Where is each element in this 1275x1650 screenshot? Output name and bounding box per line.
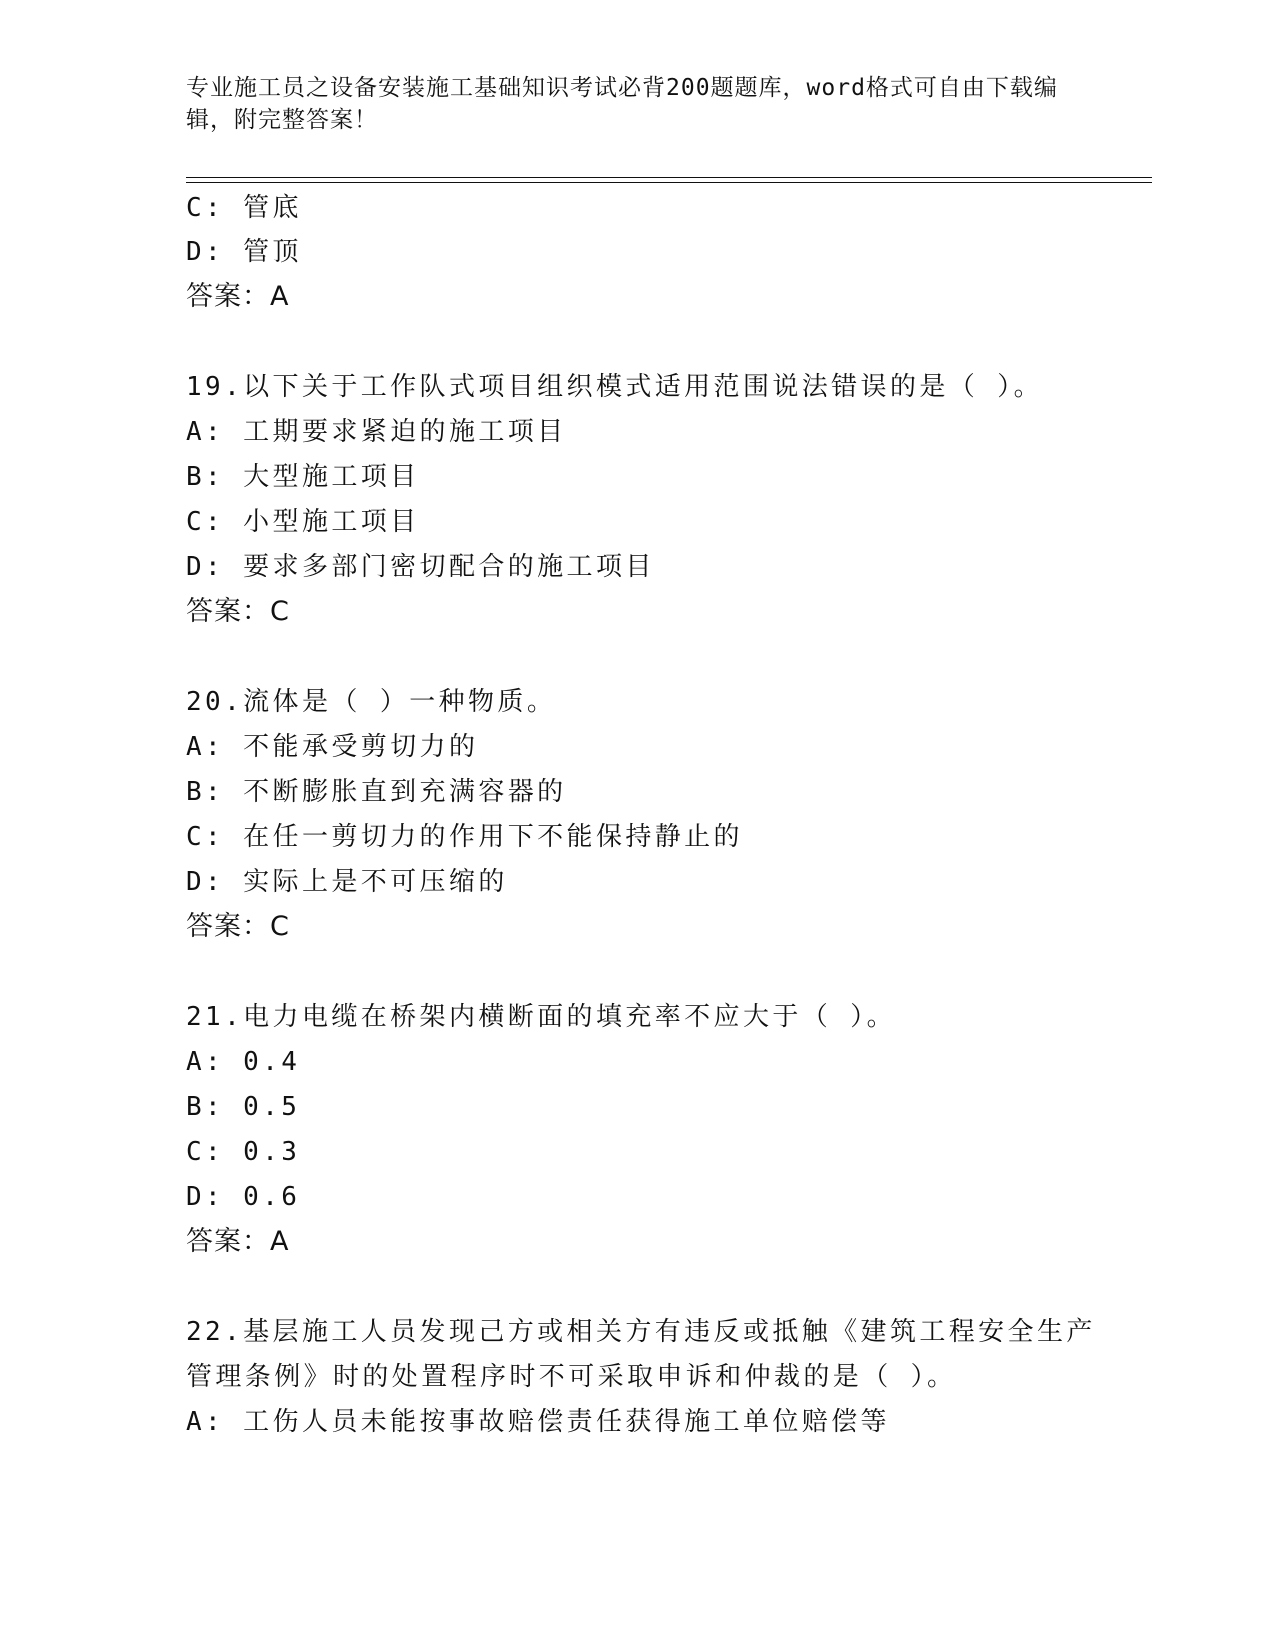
- question-21-option-b: B: 0.5: [186, 1092, 301, 1122]
- header-divider-top: [186, 177, 1152, 178]
- question-20-option-d: D: 实际上是不可压缩的: [186, 867, 508, 897]
- question-21-option-a: A: 0.4: [186, 1047, 301, 1077]
- header-divider-bottom: [186, 182, 1152, 183]
- option-c-prev: C: 管底: [186, 193, 302, 223]
- question-21: 21.电力电缆在桥架内横断面的填充率不应大于（ ）。: [186, 1002, 897, 1032]
- question-20: 20.流体是（ ）一种物质。: [186, 687, 557, 717]
- question-19-option-c: C: 小型施工项目: [186, 507, 420, 537]
- question-22-line-2: 管理条例》时的处置程序时不可采取申诉和仲裁的是（ ）。: [186, 1362, 957, 1392]
- question-19-answer: 答案：C: [186, 596, 290, 627]
- option-d-prev: D: 管顶: [186, 237, 302, 267]
- question-20-answer: 答案：C: [186, 911, 290, 942]
- answer-prev: 答案：A: [186, 281, 290, 312]
- document-title: 专业施工员之设备安装施工基础知识考试必背200题题库，word格式可自由下载编辑，附完整答案！: [186, 75, 1058, 133]
- question-21-option-c: C: 0.3: [186, 1137, 301, 1167]
- question-21-option-d: D: 0.6: [186, 1182, 301, 1212]
- question-22-line-1: 22.基层施工人员发现己方或相关方有违反或抵触《建筑工程安全生产: [186, 1317, 1096, 1347]
- question-19-option-d: D: 要求多部门密切配合的施工项目: [186, 552, 655, 582]
- question-20-option-b: B: 不断膨胀直到充满容器的: [186, 777, 567, 807]
- question-19: 19.以下关于工作队式项目组织模式适用范围说法错误的是（ ）。: [186, 372, 1044, 402]
- question-20-option-c: C: 在任一剪切力的作用下不能保持静止的: [186, 822, 743, 852]
- question-22-option-a: A: 工伤人员未能按事故赔偿责任获得施工单位赔偿等: [186, 1407, 890, 1437]
- question-19-option-a: A: 工期要求紧迫的施工项目: [186, 417, 567, 447]
- question-19-option-b: B: 大型施工项目: [186, 462, 420, 492]
- question-21-answer: 答案：A: [186, 1226, 290, 1257]
- question-20-option-a: A: 不能承受剪切力的: [186, 732, 479, 762]
